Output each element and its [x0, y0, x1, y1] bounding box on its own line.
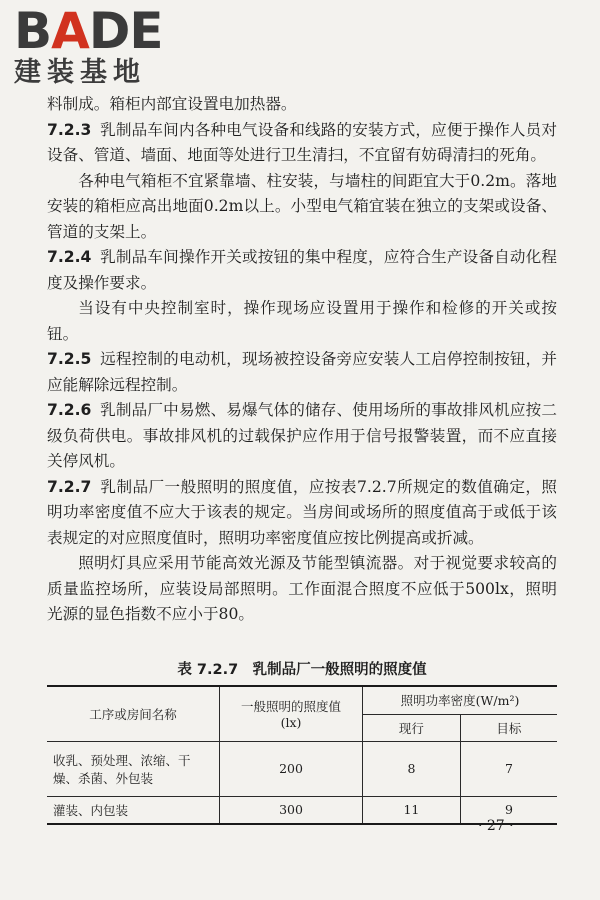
body-text — [47, 92, 557, 628]
clause-number: 7.2.6 — [47, 401, 92, 419]
row-current: 11 — [363, 796, 461, 824]
logo-letters-de: DE — [88, 2, 163, 60]
header-illuminance-line1: 一般照明的照度值 — [240, 699, 341, 715]
clause-paragraph — [47, 398, 557, 475]
logo-letter-b: B — [14, 2, 52, 60]
row-room-name — [47, 741, 220, 796]
clause-text: 远程控制的电动机，现场被控设备旁应安装人工启停控制按钮，并应能解除远程控制。 — [47, 350, 557, 394]
row-illuminance: 300 — [220, 796, 363, 824]
row-target: 7 — [460, 741, 557, 796]
paragraph: 照明灯具应采用节能高效光源及节能型镇流器。对于视觉要求较高的质量监控场所，应装设局部照明。工作面混合照度不应低于500lx，照明光源的显色指数不应小于80。 — [47, 554, 557, 623]
clause-number: 7.2.3 — [47, 120, 92, 139]
row-room-name-line1: 收乳、预处理、浓缩、干 — [53, 752, 191, 768]
clause-paragraph — [47, 347, 557, 398]
paragraph: 当设有中央控制室时，操作现场应设置用于操作和检修的开关或按钮。 — [47, 299, 557, 343]
header-current: 现行 — [363, 714, 461, 741]
clause-text: 乳制品厂中易燃、易爆气体的储存、使用场所的事故排风机应按二级负荷供电。事故排风机的过载保护应作用于信号报警装置，而不应直接关停风机。 — [47, 401, 557, 470]
logo — [14, 2, 163, 88]
row-current: 8 — [363, 741, 461, 796]
header-illuminance — [220, 686, 363, 741]
clause-text: 乳制品车间内各种电气设备和线路的安装方式，应便于操作人员对设备、管道、墙面、地面等处进行卫生清扫，不宜留有妨碍清扫的死角。 — [47, 120, 557, 164]
clause-number: 7.2.7 — [47, 477, 92, 496]
row-illuminance: 200 — [220, 741, 363, 796]
header-room-name: 工序或房间名称 — [47, 686, 220, 741]
table-caption: 表 7.2.7 乳制品厂一般照明的照度值 — [177, 662, 427, 678]
clause-number: 7.2.4 — [47, 248, 92, 266]
page-number: · 27 · — [478, 818, 514, 834]
logo-subtitle: 建装基地 — [14, 57, 146, 88]
illuminance-table — [47, 685, 557, 825]
header-power-density: 照明功率密度(W/m²) — [363, 686, 558, 714]
clause-text: 乳制品厂一般照明的照度值，应按表7.2.7所规定的数值确定，照明功率密度值不应大于该表的规定。当房间或场所的照度值高于或低于该表规定的对应照度值时，照明功率密度值应按比例提高或折减。 — [47, 477, 557, 547]
row-target: 9 — [460, 796, 557, 824]
table-row — [47, 741, 557, 796]
header-illuminance-line2: (lx) — [280, 715, 302, 731]
clause-paragraph — [47, 245, 557, 296]
row-room-name-line2: 燥、杀菌、外包装 — [53, 770, 154, 786]
clause-paragraph — [47, 475, 557, 552]
logo-wordmark — [14, 2, 163, 60]
row-room-name: 灌装、内包装 — [47, 796, 220, 824]
paragraph: 料制成。箱柜内部宜设置电加热器。 — [47, 95, 297, 113]
logo-letter-a: A — [51, 2, 89, 60]
clause-paragraph — [47, 118, 557, 169]
clause-text: 乳制品车间操作开关或按钮的集中程度，应符合生产设备自动化程度及操作要求。 — [47, 248, 557, 292]
header-target: 目标 — [460, 714, 557, 741]
clause-number: 7.2.5 — [47, 350, 92, 368]
table-header-row — [47, 686, 557, 714]
paragraph: 各种电气箱柜不宜紧靠墙、柱安装，与墙柱的间距宜大于0.2m。落地安装的箱柜应高出地面0.2m以上。小型电气箱宜装在独立的支架或设备、管道的支架上。 — [47, 171, 557, 241]
